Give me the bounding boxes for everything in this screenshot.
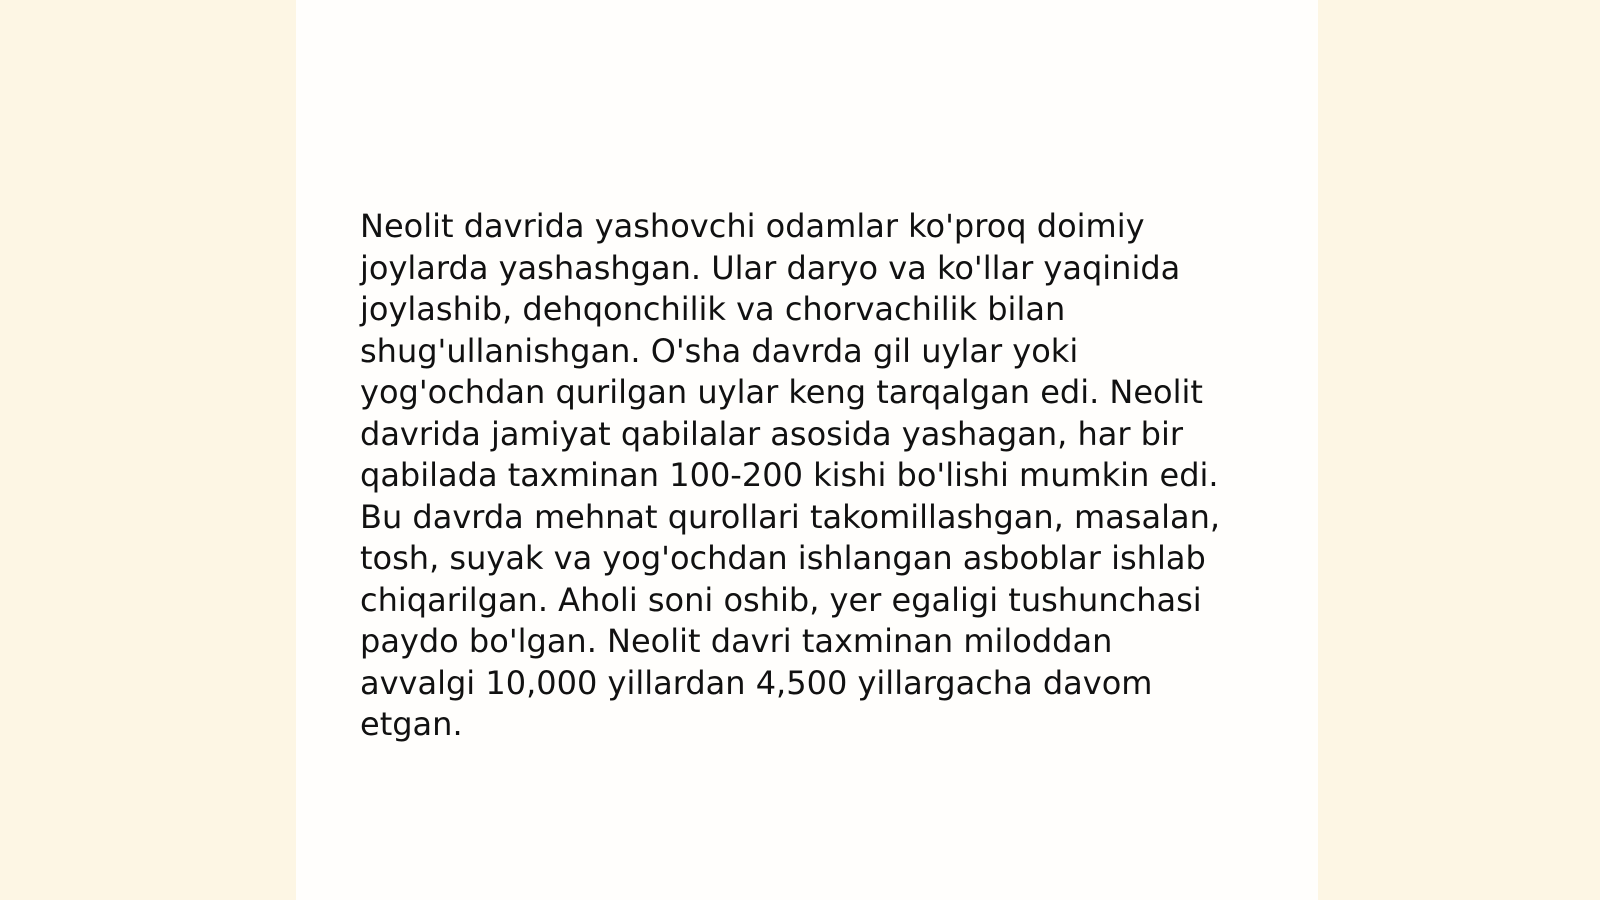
paragraph-line: chiqarilgan. Aholi soni oshib, yer egaligi tushunchasi — [360, 580, 1202, 619]
paragraph-line: tosh, suyak va yog'ochdan ishlangan asboblar ishlab — [360, 539, 1206, 577]
paragraph-line: Bu davrda mehnat qurollari takomillashgan, masalan, — [360, 497, 1221, 536]
paragraph-line: joylashib, dehqonchilik va chorvachilik bilan — [360, 290, 1066, 328]
document-page — [296, 0, 1318, 900]
paragraph-line: davrida jamiyat qabilalar asosida yashagan, har bir — [360, 414, 1184, 453]
paragraph-line: paydo bo'lgan. Neolit davri taxminan miloddan — [360, 622, 1113, 660]
paragraph-line: yog'ochdan qurilgan uylar keng tarqalgan edi. Neolit — [360, 373, 1203, 411]
paragraph-line: shug'ullanishgan. O'sha davrda gil uylar yoki — [360, 331, 1079, 370]
paragraph-line: qabilada taxminan 100-200 kishi bo'lishi mumkin edi. — [360, 456, 1219, 494]
paragraph-line: etgan. — [360, 705, 463, 743]
paragraph-line: joylarda yashashgan. Ular daryo va ko'llar yaqinida — [360, 248, 1181, 287]
paragraph-line: avvalgi 10,000 yillardan 4,500 yillargacha davom — [360, 663, 1153, 702]
body-paragraph — [360, 206, 1250, 746]
paragraph-line: Neolit davrida yashovchi odamlar ko'proq doimiy — [360, 207, 1145, 245]
